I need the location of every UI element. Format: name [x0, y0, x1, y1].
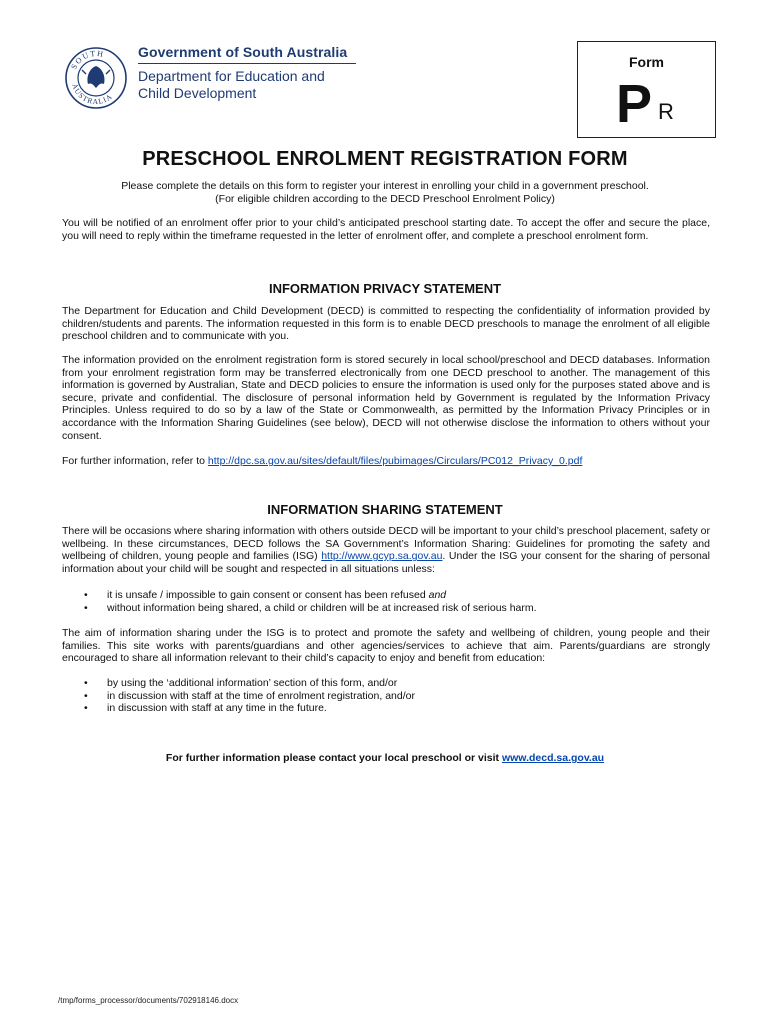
list-item: • in discussion with staff at any time in the future. [84, 702, 704, 715]
privacy-heading: INFORMATION PRIVACY STATEMENT [268, 281, 502, 296]
government-name: Government of South Australia [138, 44, 348, 60]
sharing-p1-after: . Under the ISG your consent for the sharing of personal information about your child will be sought and respected in all situations unless: [62, 550, 710, 575]
header-divider [138, 63, 356, 64]
form-label: Form [629, 54, 664, 70]
decd-website-link[interactable]: www.decd.sa.gov.au [501, 752, 605, 764]
sharing-paragraph-1 [62, 525, 710, 575]
svg-text:AUSTRALIA [70, 82, 114, 106]
isg-link[interactable]: http://www.gcyp.sa.gov.au [321, 550, 443, 563]
privacy-further-info [62, 455, 710, 468]
privacy-paragraph-2: The information provided on the enrolment registration form is stored securely in local school/preschool and DECD databases. Information from your enrolment registration form may be transferred electronically from one DECD preschool to another. The management of this information is governed by Australian, State and DECD policies to ensure the information is used only for the purposes stated above and is secure, private and confidential. The disclosure of personal information held by Government is regulated by the Information Privacy Principles. Unless required to do so by a law of the State or Commonwealth, as permitted by the Information Privacy Principles or in accordance with the Information Sharing Guidelines (see below), DECD will not otherwise disclose the information to others without your consent. [62, 354, 710, 442]
privacy-further-prefix: For further information, refer to [62, 455, 208, 467]
sharing-methods-list [84, 677, 704, 715]
list-item: • it is unsafe / impossible to gain consent or consent has been refused and [84, 589, 704, 602]
contact-line [0, 752, 770, 764]
seal-top-text: SOUTH [69, 48, 106, 71]
contact-text: For further information please contact your local preschool or visit [165, 752, 502, 764]
list-item: • by using the ‘additional information’ section of this form, and/or [84, 677, 704, 690]
document-path-footer: /tmp/forms_processor/documents/702918146.docx [58, 996, 239, 1005]
sharing-p1-before: There will be occasions where sharing information with others outside DECD will be important to your child’s preschool placement, safety or wellbeing. In these circumstances, DECD follows the SA Government’s Information Sharing: Guidelines for promoting the safety and wellbeing of children, young people and families (ISG) [62, 525, 710, 563]
form-code-letter: P [616, 74, 653, 134]
state-seal-icon [64, 46, 128, 110]
list-item: • without information being shared, a child or children will be at increased risk of serious harm. [84, 602, 704, 615]
page-title: PRESCHOOL ENROLMENT REGISTRATION FORM [142, 148, 628, 170]
seal-bottom-text: AUSTRALIA [70, 82, 115, 107]
sharing-heading: INFORMATION SHARING STATEMENT [267, 502, 503, 517]
notification-paragraph: You will be notified of an enrolment offer prior to your child’s anticipated preschool starting date. To accept the offer and secure the place, you will need to reply within the timeframe requested in the letter of enrolment offer, and complete a preschool enrolment form. [62, 217, 710, 242]
department-name-line-1: Department for Education and [138, 68, 325, 84]
list-item: • in discussion with staff at the time of enrolment registration, and/or [84, 690, 704, 703]
organisation-logo [64, 44, 364, 108]
intro-line-2: (For eligible children according to the DECD Preschool Enrolment Policy) [215, 193, 555, 205]
privacy-policy-link[interactable]: http://dpc.sa.gov.au/sites/default/files/pubimages/Circulars/PC012_Privacy_0.pdf [207, 455, 583, 467]
department-name-line-2: Child Development [138, 85, 257, 101]
form-code-suffix: R [658, 99, 674, 124]
intro-line-1: Please complete the details on this form to register your interest in enrolling your child in a government preschool. [121, 180, 649, 192]
consent-exceptions-list [84, 589, 704, 614]
sharing-paragraph-2: The aim of information sharing under the ISG is to protect and promote the safety and wellbeing of children, young people and their families. This site works with parents/guardians and other agencies/services to achieve that aim. Parents/guardians are strongly encouraged to share all information relevant to their child’s capacity to enjoy and benefit from education: [62, 627, 710, 665]
form-code-box [577, 41, 716, 138]
privacy-paragraph-1: The Department for Education and Child Development (DECD) is committed to respecting the confidentiality of information provided by children/students and parents. The information requested in this form is to enable DECD preschools to manage the enrolment of all eligible preschool children and to communicate with you. [62, 305, 710, 343]
list-item-conjunction: and [428, 589, 447, 601]
